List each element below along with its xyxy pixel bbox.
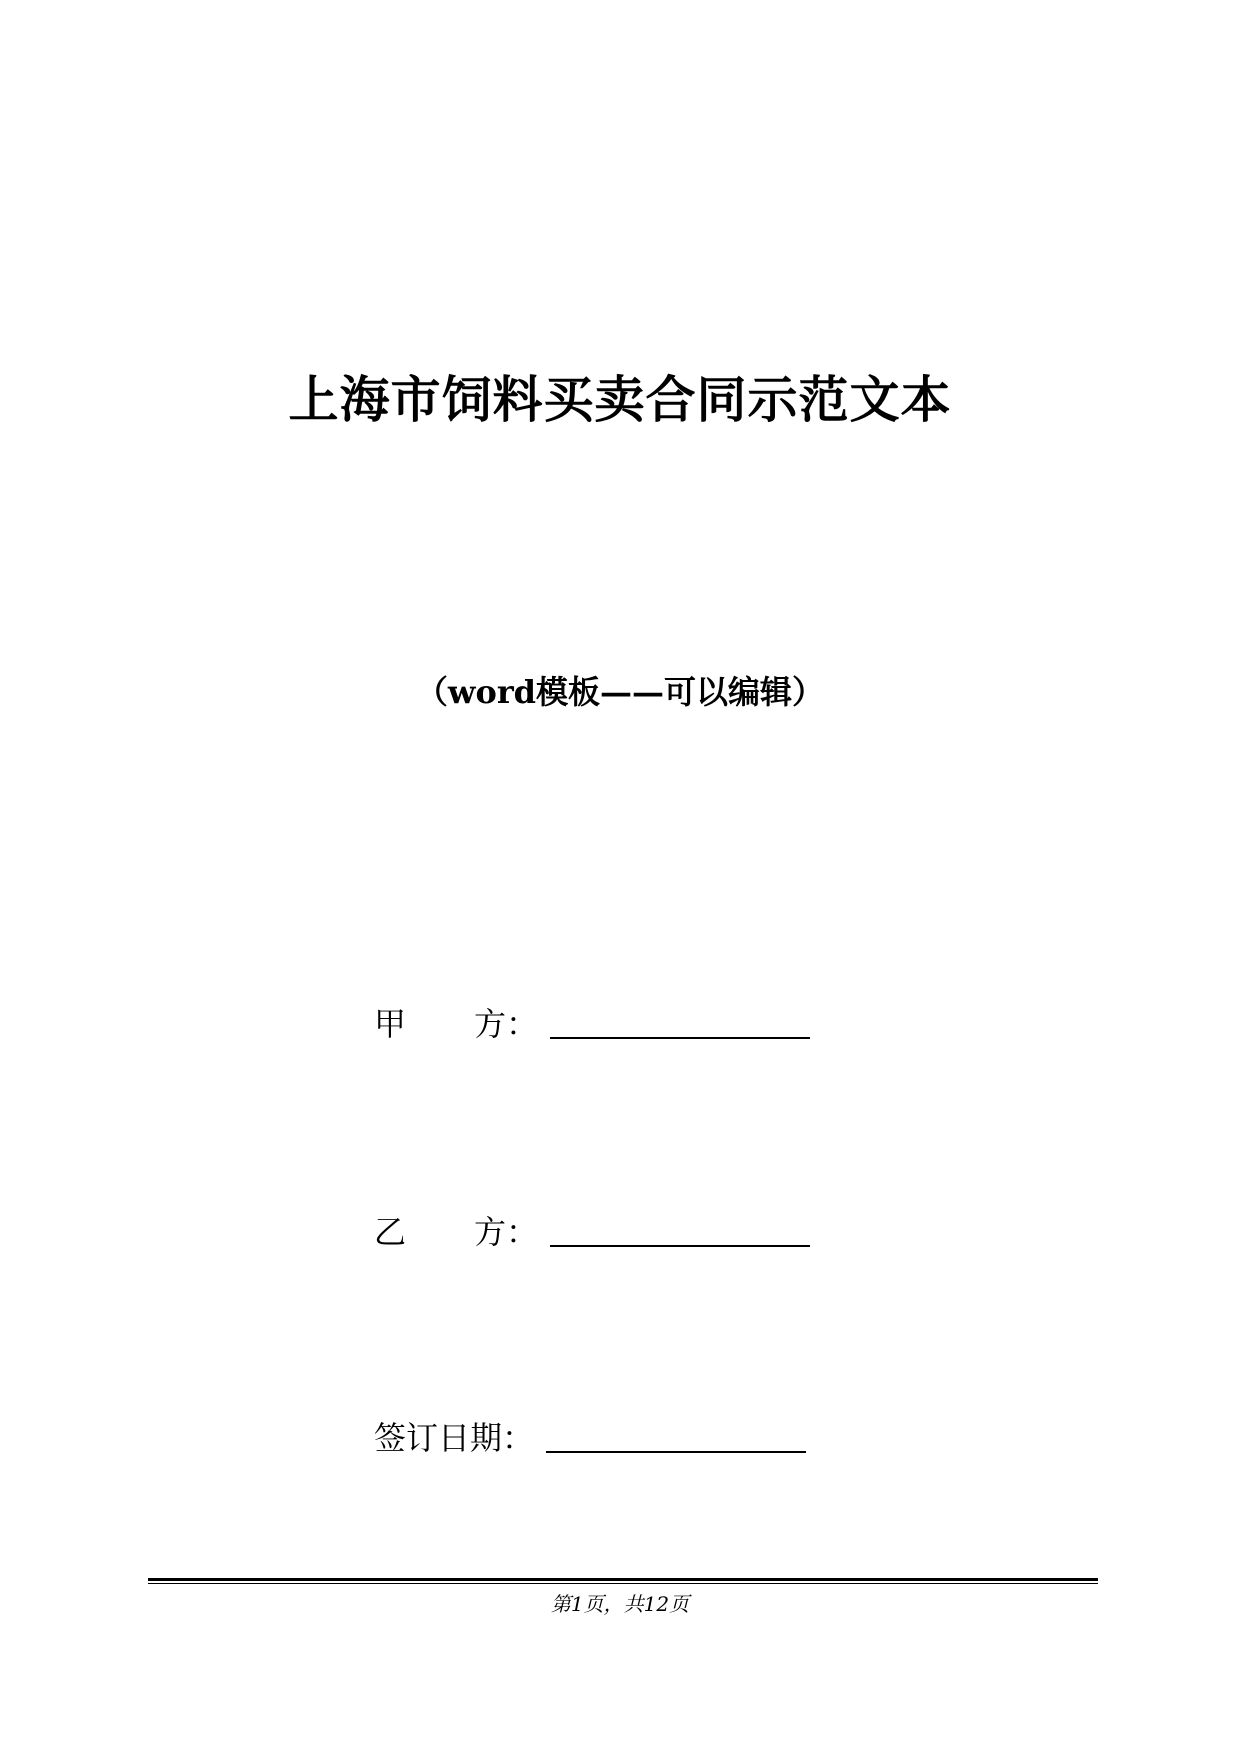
sign-date-field: [374, 1414, 806, 1458]
party-a-input-line[interactable]: [550, 1001, 810, 1039]
sign-date-label: [374, 1418, 546, 1458]
sign-date-input-line[interactable]: [546, 1415, 806, 1453]
party-b-input-line[interactable]: [550, 1209, 810, 1247]
document-subtitle: （word模板——可以编辑）: [415, 673, 825, 711]
document-title: 上海市饲料买卖合同示范文本: [288, 370, 952, 429]
sign-date-label-colon: ：: [502, 1419, 535, 1457]
party-a-label-char1: 甲: [374, 1005, 407, 1043]
sign-date-label-text: 签订日期: [374, 1419, 503, 1457]
party-b-label-char1: 乙: [374, 1213, 407, 1251]
party-a-label-colon: ：: [506, 1005, 539, 1043]
party-a-label: [374, 1004, 550, 1044]
party-a-field: [374, 1000, 810, 1044]
party-b-label: [374, 1212, 550, 1252]
party-b-field: [374, 1208, 810, 1252]
footer-divider: [148, 1578, 1098, 1584]
page-number: 第1页，共12页: [550, 1592, 690, 1616]
party-b-label-char2: 方: [474, 1213, 507, 1251]
party-b-label-colon: ：: [506, 1213, 539, 1251]
party-a-label-char2: 方: [474, 1005, 507, 1043]
